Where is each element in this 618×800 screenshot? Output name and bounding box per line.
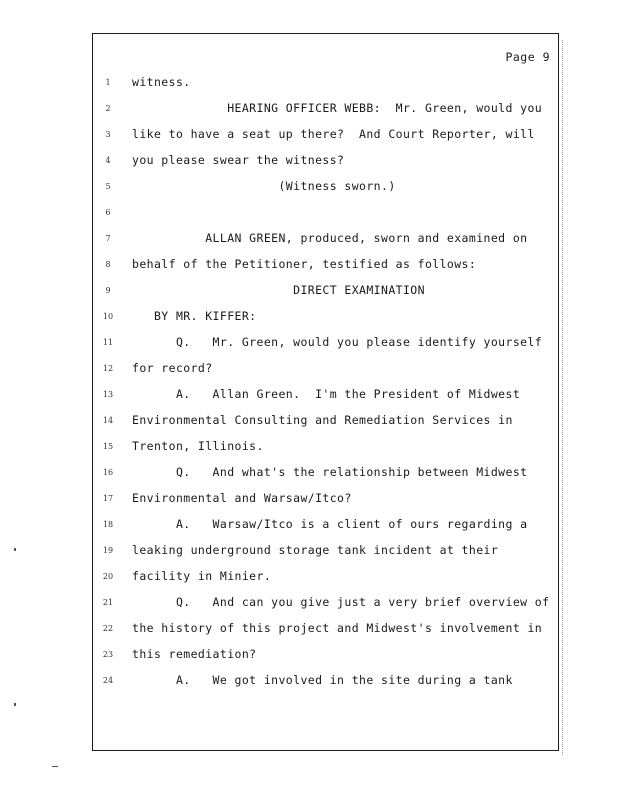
line-number: 8: [105, 260, 111, 269]
line-number: 11: [102, 338, 114, 347]
transcript-page: [92, 33, 559, 751]
transcript-line: [93, 491, 558, 507]
line-text: for record?: [132, 361, 213, 375]
transcript-line: [93, 361, 558, 377]
transcript-line: [93, 569, 558, 585]
line-text: A. Warsaw/Itco is a client of ours regarding a: [132, 517, 528, 531]
line-number: 20: [102, 572, 114, 581]
transcript-line: [93, 673, 558, 689]
line-text: Trenton, Illinois.: [132, 439, 264, 453]
line-text: witness.: [132, 75, 191, 89]
scan-artifact: [14, 548, 16, 551]
line-number: 14: [102, 416, 114, 425]
transcript-line: [93, 465, 558, 481]
line-number: 3: [105, 130, 111, 139]
line-text: facility in Minier.: [132, 569, 272, 583]
transcript-line: [93, 647, 558, 663]
line-number: 1: [105, 78, 111, 87]
transcript-line: [93, 595, 558, 611]
line-number: 12: [102, 364, 114, 373]
transcript-line: [93, 179, 558, 195]
line-text: like to have a seat up there? And Court Reporter, will: [132, 127, 535, 141]
transcript-line: [93, 335, 558, 351]
transcript-line: [93, 517, 558, 533]
line-number: 22: [102, 624, 114, 633]
transcript-line: [93, 101, 558, 117]
line-number: 16: [102, 468, 114, 477]
line-text: the history of this project and Midwest's involvement in: [132, 621, 543, 635]
transcript-line: [93, 257, 558, 273]
line-text: you please swear the witness?: [132, 153, 345, 167]
line-number: 18: [102, 520, 114, 529]
line-number: 10: [102, 312, 114, 321]
line-number: 2: [105, 104, 111, 113]
transcript-line: [93, 205, 558, 221]
line-number: 21: [102, 598, 114, 607]
line-number: 13: [102, 390, 114, 399]
page-number: Page 9: [505, 50, 550, 64]
transcript-line: [93, 413, 558, 429]
line-text: Q. And can you give just a very brief overview of: [132, 595, 550, 609]
scan-artifact: [14, 703, 16, 706]
transcript-line: [93, 231, 558, 247]
line-number: 4: [105, 156, 111, 165]
transcript-line: [93, 309, 558, 325]
line-text: behalf of the Petitioner, testified as follows:: [132, 257, 477, 271]
line-text: A. Allan Green. I'm the President of Midwest: [132, 387, 521, 401]
line-text: Environmental and Warsaw/Itco?: [132, 491, 352, 505]
line-text: this remediation?: [132, 647, 257, 661]
transcript-line: [93, 621, 558, 637]
line-text: leaking underground storage tank incident at their: [132, 543, 499, 557]
right-margin-rule: [562, 40, 563, 755]
line-text: A. We got involved in the site during a tank: [132, 673, 513, 687]
line-text: DIRECT EXAMINATION: [132, 283, 425, 297]
line-number: 15: [102, 442, 114, 451]
transcript-line: [93, 153, 558, 169]
transcript-line: [93, 283, 558, 299]
line-text: (Witness sworn.): [132, 179, 396, 193]
line-number: 17: [102, 494, 114, 503]
line-number: 23: [102, 650, 114, 659]
line-text: BY MR. KIFFER:: [132, 309, 257, 323]
transcript-line: [93, 387, 558, 403]
line-number: 19: [102, 546, 114, 555]
transcript-line: [93, 439, 558, 455]
line-number: 9: [105, 286, 111, 295]
line-number: 6: [105, 208, 111, 217]
line-text: ALLAN GREEN, produced, sworn and examined on: [132, 231, 528, 245]
line-text: Environmental Consulting and Remediation Services in: [132, 413, 513, 427]
line-number: 24: [102, 676, 114, 685]
line-number: 7: [105, 234, 111, 243]
transcript-line: [93, 75, 558, 91]
line-text: Q. Mr. Green, would you please identify yourself: [132, 335, 543, 349]
transcript-line: [93, 543, 558, 559]
line-number: 5: [105, 182, 111, 191]
line-text: Q. And what's the relationship between Midwest: [132, 465, 528, 479]
transcript-line: [93, 127, 558, 143]
line-text: HEARING OFFICER WEBB: Mr. Green, would you: [132, 101, 543, 115]
scan-artifact: [52, 766, 58, 767]
